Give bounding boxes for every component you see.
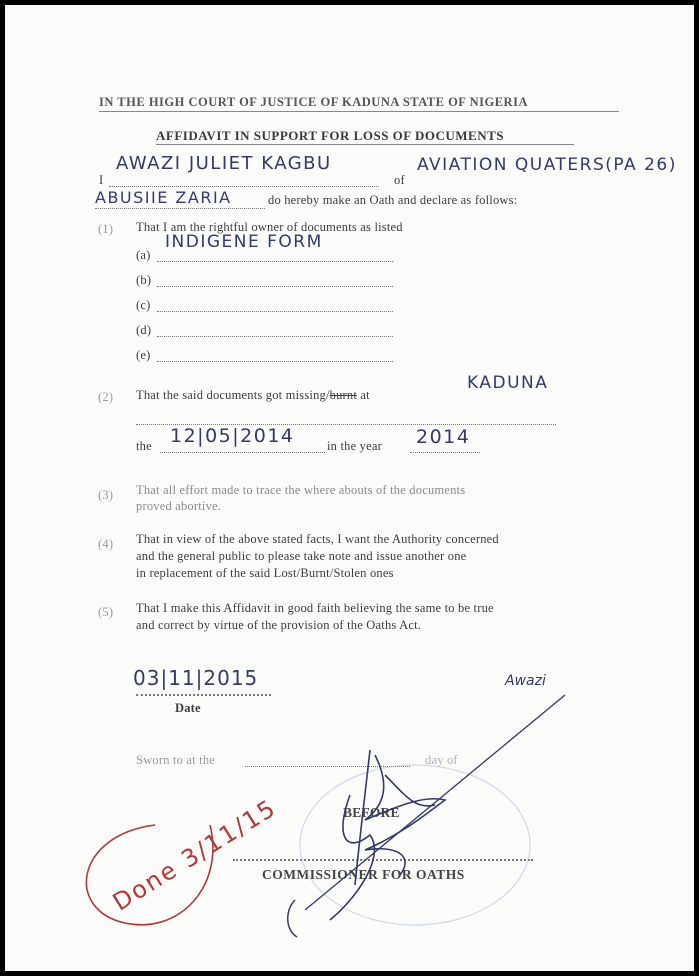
item-c-letter: (c)	[136, 298, 151, 312]
clause-3-line-2: proved abortive.	[136, 499, 222, 513]
item-a-value: INDIGENE FORM	[165, 232, 323, 252]
clause-2-text-before: That the said documents got missing/	[136, 388, 330, 402]
before-label: BEFORE	[343, 805, 400, 820]
red-loop-mark	[86, 825, 212, 925]
date-label: Date	[175, 701, 201, 715]
clause-4-number: (4)	[98, 537, 114, 551]
clause-3-number: (3)	[98, 488, 114, 502]
item-e-letter: (e)	[136, 348, 151, 362]
clause-2-at-label: at	[360, 388, 370, 402]
missing-year: 2014	[416, 426, 471, 448]
missing-place: KADUNA	[467, 373, 549, 393]
intro-prefix: I	[99, 173, 104, 187]
clause-2-number: (2)	[98, 390, 114, 404]
deponent-name: AWAZI JULIET KAGBU	[116, 153, 332, 174]
item-d-letter: (d)	[136, 323, 152, 337]
year-label: in the year	[327, 439, 382, 453]
clause-2-struck-word: burnt	[329, 388, 358, 402]
of-label: of	[394, 173, 405, 187]
affidavit-page	[5, 5, 694, 971]
missing-date: 12|05|2014	[170, 425, 295, 447]
clause-1-number: (1)	[98, 222, 114, 236]
red-endorsement-note: Done 3/11/15	[107, 793, 282, 917]
oath-text: do hereby make an Oath and declare as follows:	[268, 193, 518, 207]
clause-5-line-1: That I make this Affidavit in good faith believing the same to be true	[136, 601, 494, 615]
clause-4-line-2: and the general public to please take note and issue another one	[136, 549, 467, 563]
clause-5-line-2: and correct by virtue of the provision of the Oaths Act.	[136, 618, 422, 632]
commissioner-pen-stroke	[305, 695, 565, 910]
sworn-day-label: day of	[425, 753, 458, 767]
signing-date: 03|11|2015	[133, 666, 259, 690]
signature-tail-mark	[288, 900, 297, 937]
clause-1-text: That I am the rightful owner of documents as listed	[136, 220, 403, 234]
sworn-text: Sworn to at the	[136, 753, 216, 767]
item-b-letter: (b)	[136, 273, 152, 287]
commissioner-label: COMMISSIONER FOR OATHS	[262, 867, 465, 882]
clause-4-line-1: That in view of the above stated facts, I want the Authority concerned	[136, 532, 499, 546]
clause-4-line-3: in replacement of the said Lost/Burnt/Stolen ones	[136, 566, 394, 580]
clause-3-line-1: That all effort made to trace the where abouts of the documents	[136, 483, 466, 497]
address-line-2: ABUSIIE ZARIA	[95, 188, 232, 207]
address-line-1: AVIATION QUATERS(PA 26)	[417, 155, 677, 175]
court-header: IN THE HIGH COURT OF JUSTICE OF KADUNA STATE OF NIGERIA	[99, 95, 528, 109]
deponent-signature: Awazi	[505, 673, 546, 689]
signature-artwork	[5, 5, 694, 971]
item-a-letter: (a)	[136, 248, 151, 262]
the-label: the	[136, 439, 152, 453]
document-title: AFFIDAVIT IN SUPPORT FOR LOSS OF DOCUMENTS	[156, 128, 504, 143]
clause-5-number: (5)	[98, 605, 114, 619]
stamp-outline	[300, 765, 530, 925]
commissioner-signature	[330, 750, 445, 920]
